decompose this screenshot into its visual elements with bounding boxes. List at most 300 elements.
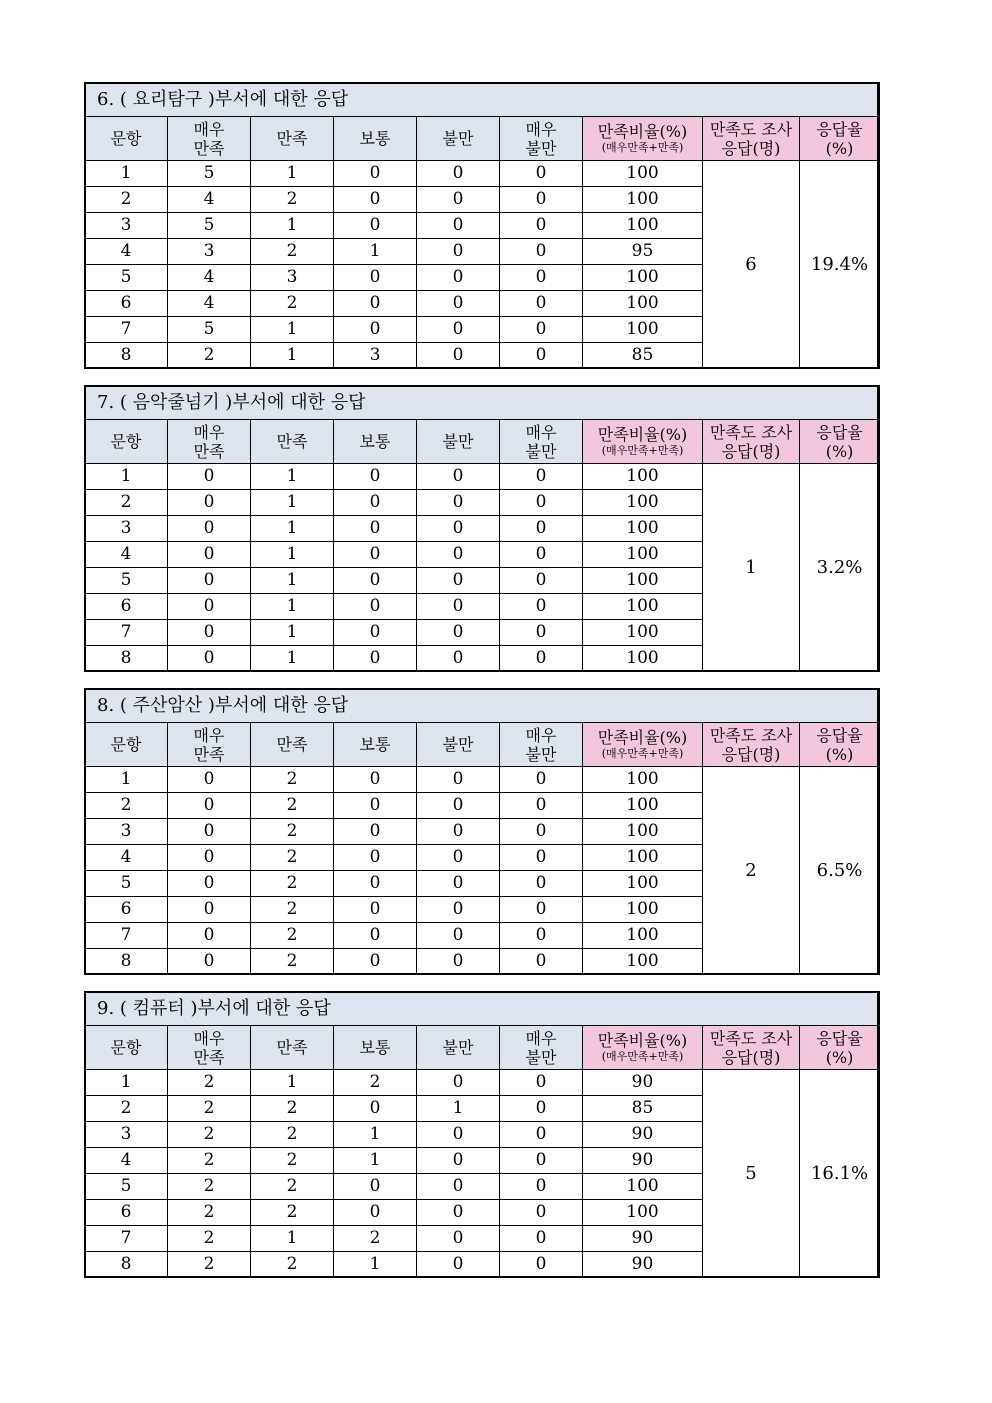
- table-cell: 0: [417, 213, 500, 239]
- table-cell: 1: [251, 568, 334, 594]
- table-cell: 5: [168, 317, 251, 343]
- table-cell: 1: [85, 767, 168, 793]
- table-cell: 0: [168, 620, 251, 646]
- header-label: (%): [825, 1047, 854, 1067]
- table-cell: 0: [168, 897, 251, 923]
- header-label: 매우: [193, 1028, 225, 1048]
- table-cell: 0: [168, 646, 251, 672]
- table-cell: 1: [251, 646, 334, 672]
- respondents-count: 1: [703, 464, 800, 672]
- table-cell: 7: [85, 923, 168, 949]
- table-cell: 0: [334, 767, 417, 793]
- table-cell: 8: [85, 646, 168, 672]
- table-cell: 1: [251, 1226, 334, 1252]
- table-cell: 4: [85, 1148, 168, 1174]
- header-satisfaction-ratio: [583, 117, 703, 161]
- header-label: 만족도 조사: [709, 119, 793, 139]
- header-very-dissatisfied: [500, 723, 583, 767]
- header-label: 만족도 조사: [709, 1028, 793, 1048]
- table-cell: 90: [583, 1226, 703, 1252]
- table-cell: 0: [417, 793, 500, 819]
- table-cell: 0: [334, 949, 417, 975]
- table-cell: 1: [251, 620, 334, 646]
- header-label: 만족: [193, 744, 225, 764]
- table-cell: 0: [500, 923, 583, 949]
- header-label: 매우: [525, 725, 557, 745]
- header-satisfaction-ratio: [583, 420, 703, 464]
- header-item: [85, 117, 168, 161]
- table-cell: 0: [500, 646, 583, 672]
- table-cell: 0: [168, 516, 251, 542]
- table-cell: 0: [500, 949, 583, 975]
- header-label: 만족도 조사: [709, 725, 793, 745]
- table-cell: 0: [500, 793, 583, 819]
- table-cell: 2: [251, 871, 334, 897]
- table-cell: 100: [583, 291, 703, 317]
- table-cell: 0: [417, 767, 500, 793]
- table-cell: 0: [417, 265, 500, 291]
- table-cell: 0: [500, 161, 583, 187]
- table-cell: 4: [85, 542, 168, 568]
- table-cell: 0: [417, 291, 500, 317]
- header-label: 불만: [525, 441, 557, 461]
- table-cell: 0: [334, 871, 417, 897]
- header-label: 보통: [359, 735, 391, 754]
- section-title: 6. ( 요리탐구 )부서에 대한 응답: [85, 83, 880, 117]
- header-label: 매우: [193, 119, 225, 139]
- table-cell: 0: [334, 793, 417, 819]
- header-very-satisfied: [168, 723, 251, 767]
- table-cell: 0: [168, 845, 251, 871]
- header-satisfaction-ratio: [583, 723, 703, 767]
- header-label: 보통: [359, 432, 391, 451]
- table-cell: 0: [417, 1200, 500, 1226]
- table-cell: 0: [500, 516, 583, 542]
- table-cell: 0: [500, 542, 583, 568]
- table-cell: 0: [500, 1148, 583, 1174]
- header-label: 불만: [442, 432, 474, 451]
- survey-table: [84, 991, 880, 1278]
- table-cell: 2: [251, 291, 334, 317]
- table-cell: 100: [583, 793, 703, 819]
- header-label: 만족: [276, 735, 308, 754]
- header-label: 만족: [276, 129, 308, 148]
- survey-section: [84, 991, 879, 1278]
- table-cell: 0: [500, 594, 583, 620]
- table-cell: 0: [500, 1122, 583, 1148]
- header-label: 불만: [442, 1038, 474, 1057]
- header-dissatisfied: [417, 1026, 500, 1070]
- table-cell: 100: [583, 1200, 703, 1226]
- table-cell: 0: [417, 845, 500, 871]
- table-cell: 0: [334, 594, 417, 620]
- table-cell: 0: [500, 1070, 583, 1096]
- header-satisfied: [251, 723, 334, 767]
- header-label: 매우: [525, 119, 557, 139]
- table-cell: 6: [85, 291, 168, 317]
- table-cell: 0: [334, 1174, 417, 1200]
- header-response-rate: [800, 723, 880, 767]
- header-label: 만족비율(%): [597, 425, 688, 444]
- header-label: 만족: [276, 432, 308, 451]
- table-cell: 0: [334, 646, 417, 672]
- header-neutral: [334, 1026, 417, 1070]
- header-label: 만족도 조사: [709, 422, 793, 442]
- table-cell: 0: [168, 871, 251, 897]
- table-cell: 90: [583, 1252, 703, 1278]
- table-cell: 2: [168, 1200, 251, 1226]
- table-cell: 5: [168, 213, 251, 239]
- header-label: 불만: [442, 129, 474, 148]
- header-satisfied: [251, 420, 334, 464]
- table-cell: 0: [334, 516, 417, 542]
- survey-section: [84, 688, 879, 975]
- table-cell: 1: [251, 516, 334, 542]
- table-cell: 100: [583, 490, 703, 516]
- table-cell: 95: [583, 239, 703, 265]
- table-cell: 90: [583, 1148, 703, 1174]
- table-cell: 1: [85, 161, 168, 187]
- table-cell: 0: [168, 568, 251, 594]
- table-cell: 100: [583, 568, 703, 594]
- table-cell: 1: [85, 1070, 168, 1096]
- table-cell: 0: [500, 897, 583, 923]
- table-cell: 0: [334, 1200, 417, 1226]
- table-cell: 0: [417, 1122, 500, 1148]
- header-very-satisfied: [168, 1026, 251, 1070]
- table-cell: 0: [417, 343, 500, 369]
- table-cell: 0: [417, 1070, 500, 1096]
- header-survey-respondents: [703, 420, 800, 464]
- table-cell: 8: [85, 343, 168, 369]
- header-survey-respondents: [703, 1026, 800, 1070]
- table-cell: 2: [334, 1226, 417, 1252]
- table-cell: 85: [583, 343, 703, 369]
- table-cell: 0: [417, 819, 500, 845]
- header-very-dissatisfied: [500, 1026, 583, 1070]
- table-cell: 0: [417, 923, 500, 949]
- table-cell: 100: [583, 516, 703, 542]
- table-cell: 0: [417, 897, 500, 923]
- table-cell: 100: [583, 923, 703, 949]
- table-cell: 0: [334, 464, 417, 490]
- table-cell: 0: [417, 1226, 500, 1252]
- table-cell: 4: [168, 265, 251, 291]
- table-cell: 0: [417, 516, 500, 542]
- response-rate: 16.1%: [800, 1070, 880, 1278]
- table-cell: 90: [583, 1122, 703, 1148]
- table-cell: 8: [85, 949, 168, 975]
- table-cell: 2: [251, 1096, 334, 1122]
- header-label: (매우만족+만족): [601, 444, 684, 457]
- header-label: 응답율: [816, 725, 863, 745]
- header-label: 문항: [110, 432, 142, 451]
- table-cell: 1: [251, 490, 334, 516]
- table-cell: 0: [417, 620, 500, 646]
- header-label: 만족: [193, 1047, 225, 1067]
- table-cell: 2: [334, 1070, 417, 1096]
- table-cell: 0: [417, 464, 500, 490]
- table-cell: 1: [251, 594, 334, 620]
- table-cell: 100: [583, 594, 703, 620]
- table-cell: 7: [85, 317, 168, 343]
- table-cell: 1: [334, 1148, 417, 1174]
- table-cell: 2: [251, 1148, 334, 1174]
- header-label: 불만: [525, 744, 557, 764]
- table-cell: 0: [417, 1148, 500, 1174]
- table-cell: 0: [417, 871, 500, 897]
- survey-table: [84, 688, 880, 975]
- table-cell: 100: [583, 317, 703, 343]
- header-label: 문항: [110, 129, 142, 148]
- header-label: 응답(명): [721, 744, 781, 764]
- table-cell: 85: [583, 1096, 703, 1122]
- table-cell: 100: [583, 646, 703, 672]
- header-label: 만족: [193, 138, 225, 158]
- table-cell: 2: [251, 949, 334, 975]
- table-cell: 0: [417, 949, 500, 975]
- table-cell: 100: [583, 542, 703, 568]
- table-cell: 2: [85, 1096, 168, 1122]
- table-cell: 0: [417, 594, 500, 620]
- table-cell: 90: [583, 1070, 703, 1096]
- table-cell: 0: [334, 819, 417, 845]
- table-cell: 0: [334, 620, 417, 646]
- section-title: 9. ( 컴퓨터 )부서에 대한 응답: [85, 992, 880, 1026]
- header-label: 불만: [525, 138, 557, 158]
- response-rate: 19.4%: [800, 161, 880, 369]
- header-item: [85, 1026, 168, 1070]
- table-cell: 0: [334, 897, 417, 923]
- table-cell: 3: [85, 516, 168, 542]
- table-cell: 2: [168, 1122, 251, 1148]
- table-cell: 0: [168, 464, 251, 490]
- table-cell: 5: [168, 161, 251, 187]
- table-cell: 0: [500, 620, 583, 646]
- table-cell: 2: [251, 1200, 334, 1226]
- table-cell: 0: [417, 1174, 500, 1200]
- respondents-count: 6: [703, 161, 800, 369]
- table-cell: 0: [334, 187, 417, 213]
- header-label: (%): [825, 138, 854, 158]
- table-cell: 0: [168, 949, 251, 975]
- header-label: 매우: [525, 1028, 557, 1048]
- table-cell: 0: [334, 490, 417, 516]
- header-label: 매우: [525, 422, 557, 442]
- survey-table: [84, 385, 880, 672]
- table-cell: 1: [251, 161, 334, 187]
- table-cell: 1: [251, 343, 334, 369]
- header-very-satisfied: [168, 117, 251, 161]
- header-label: 만족비율(%): [597, 1031, 688, 1050]
- table-cell: 0: [334, 161, 417, 187]
- respondents-count: 2: [703, 767, 800, 975]
- table-cell: 100: [583, 871, 703, 897]
- table-cell: 2: [85, 187, 168, 213]
- header-label: 문항: [110, 1038, 142, 1057]
- table-cell: 2: [251, 1174, 334, 1200]
- table-row: [85, 767, 880, 793]
- table-cell: 100: [583, 187, 703, 213]
- header-label: 만족: [193, 441, 225, 461]
- table-cell: 0: [500, 1252, 583, 1278]
- table-cell: 1: [334, 1122, 417, 1148]
- header-label: 응답율: [816, 119, 863, 139]
- header-label: (%): [825, 441, 854, 461]
- table-cell: 0: [334, 923, 417, 949]
- table-cell: 0: [334, 1096, 417, 1122]
- table-cell: 100: [583, 161, 703, 187]
- header-label: 응답율: [816, 1028, 863, 1048]
- table-cell: 1: [251, 213, 334, 239]
- table-cell: 0: [500, 1226, 583, 1252]
- table-cell: 4: [85, 239, 168, 265]
- table-cell: 2: [168, 343, 251, 369]
- header-label: (매우만족+만족): [601, 1050, 684, 1063]
- table-cell: 0: [500, 291, 583, 317]
- header-dissatisfied: [417, 117, 500, 161]
- table-cell: 8: [85, 1252, 168, 1278]
- table-cell: 100: [583, 845, 703, 871]
- table-cell: 0: [168, 793, 251, 819]
- table-cell: 1: [334, 239, 417, 265]
- header-satisfaction-ratio: [583, 1026, 703, 1070]
- table-cell: 3: [251, 265, 334, 291]
- table-cell: 0: [334, 317, 417, 343]
- table-cell: 3: [85, 1122, 168, 1148]
- table-cell: 2: [251, 923, 334, 949]
- respondents-count: 5: [703, 1070, 800, 1278]
- header-label: 만족: [276, 1038, 308, 1057]
- header-neutral: [334, 420, 417, 464]
- table-cell: 0: [168, 819, 251, 845]
- table-cell: 100: [583, 213, 703, 239]
- table-cell: 0: [334, 568, 417, 594]
- table-cell: 2: [85, 793, 168, 819]
- table-cell: 6: [85, 897, 168, 923]
- table-cell: 0: [334, 265, 417, 291]
- header-neutral: [334, 117, 417, 161]
- header-very-dissatisfied: [500, 420, 583, 464]
- table-cell: 100: [583, 265, 703, 291]
- table-row: [85, 464, 880, 490]
- header-neutral: [334, 723, 417, 767]
- header-survey-respondents: [703, 117, 800, 161]
- header-label: 불만: [442, 735, 474, 754]
- table-cell: 0: [168, 490, 251, 516]
- header-label: (%): [825, 744, 854, 764]
- table-cell: 100: [583, 620, 703, 646]
- table-cell: 0: [500, 568, 583, 594]
- table-cell: 1: [251, 542, 334, 568]
- table-cell: 100: [583, 767, 703, 793]
- table-cell: 3: [334, 343, 417, 369]
- table-cell: 0: [500, 490, 583, 516]
- table-cell: 2: [251, 187, 334, 213]
- table-cell: 0: [334, 542, 417, 568]
- table-cell: 2: [251, 819, 334, 845]
- table-row: [85, 1070, 880, 1096]
- table-cell: 2: [168, 1070, 251, 1096]
- table-cell: 2: [251, 239, 334, 265]
- table-cell: 0: [500, 265, 583, 291]
- header-dissatisfied: [417, 723, 500, 767]
- table-cell: 5: [85, 265, 168, 291]
- table-cell: 2: [168, 1148, 251, 1174]
- table-cell: 0: [500, 871, 583, 897]
- table-cell: 6: [85, 594, 168, 620]
- header-response-rate: [800, 420, 880, 464]
- header-label: 응답(명): [721, 441, 781, 461]
- table-row: [85, 161, 880, 187]
- table-cell: 100: [583, 464, 703, 490]
- header-label: 응답(명): [721, 138, 781, 158]
- header-label: 매우: [193, 725, 225, 745]
- header-satisfied: [251, 117, 334, 161]
- survey-section: [84, 385, 879, 672]
- table-cell: 0: [417, 1252, 500, 1278]
- header-response-rate: [800, 1026, 880, 1070]
- header-label: 보통: [359, 1038, 391, 1057]
- table-cell: 2: [251, 1122, 334, 1148]
- table-cell: 3: [85, 213, 168, 239]
- header-item: [85, 420, 168, 464]
- response-rate: 3.2%: [800, 464, 880, 672]
- header-very-dissatisfied: [500, 117, 583, 161]
- table-cell: 3: [85, 819, 168, 845]
- header-label: 응답율: [816, 422, 863, 442]
- table-cell: 100: [583, 897, 703, 923]
- header-label: 불만: [525, 1047, 557, 1067]
- table-cell: 2: [251, 767, 334, 793]
- table-cell: 0: [500, 845, 583, 871]
- table-cell: 0: [168, 923, 251, 949]
- table-cell: 0: [417, 542, 500, 568]
- table-cell: 1: [251, 1070, 334, 1096]
- table-cell: 0: [500, 343, 583, 369]
- table-cell: 5: [85, 1174, 168, 1200]
- table-cell: 0: [417, 239, 500, 265]
- table-cell: 0: [417, 317, 500, 343]
- survey-table: [84, 82, 880, 369]
- table-cell: 0: [334, 845, 417, 871]
- header-label: (매우만족+만족): [601, 747, 684, 760]
- table-cell: 0: [500, 464, 583, 490]
- table-cell: 0: [417, 187, 500, 213]
- table-cell: 1: [251, 317, 334, 343]
- header-label: 만족비율(%): [597, 122, 688, 141]
- table-cell: 1: [251, 464, 334, 490]
- table-cell: 0: [500, 767, 583, 793]
- table-cell: 0: [500, 317, 583, 343]
- table-cell: 2: [251, 845, 334, 871]
- table-cell: 1: [334, 1252, 417, 1278]
- survey-section: [84, 82, 879, 369]
- header-label: 보통: [359, 129, 391, 148]
- header-survey-respondents: [703, 723, 800, 767]
- table-cell: 4: [168, 291, 251, 317]
- table-cell: 100: [583, 949, 703, 975]
- table-cell: 5: [85, 871, 168, 897]
- table-cell: 2: [168, 1096, 251, 1122]
- table-cell: 0: [168, 767, 251, 793]
- table-cell: 100: [583, 1174, 703, 1200]
- header-label: 만족비율(%): [597, 728, 688, 747]
- table-cell: 0: [334, 213, 417, 239]
- table-cell: 0: [500, 213, 583, 239]
- table-cell: 0: [417, 490, 500, 516]
- response-rate: 6.5%: [800, 767, 880, 975]
